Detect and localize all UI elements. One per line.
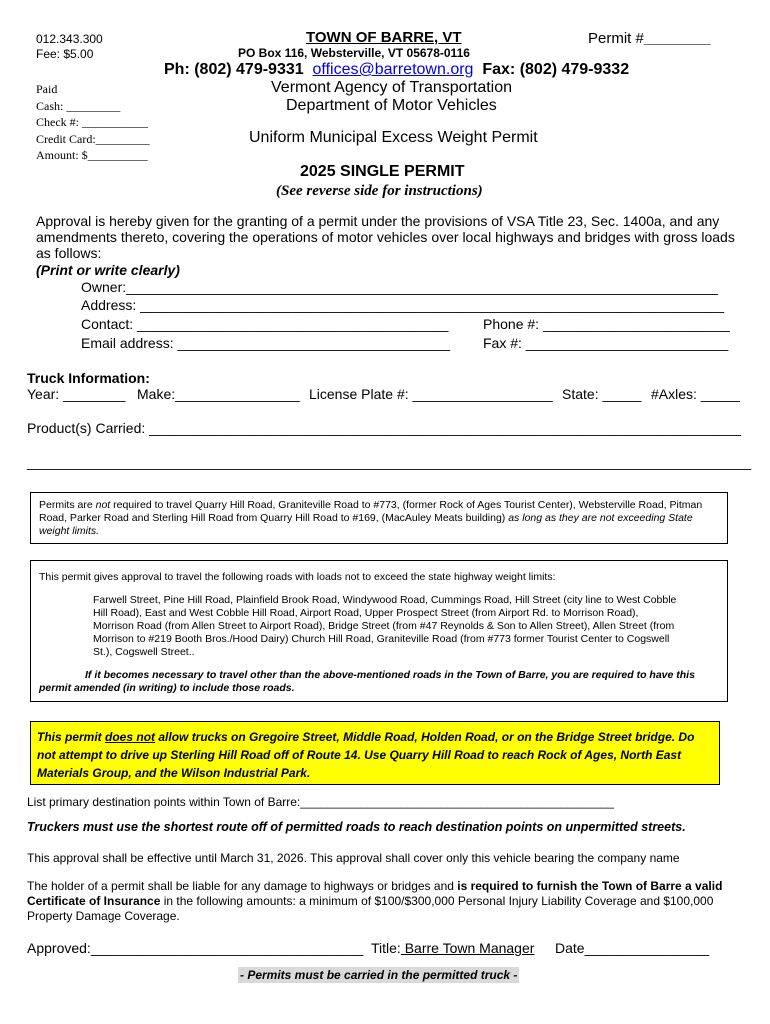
- print-clearly-note: (Print or write clearly): [36, 262, 180, 278]
- approved-roads-list: Farwell Street, Pine Hill Road, Plainfield Brook Road, Windywood Road, Cummings Road, Hill Street (city line to West Cobble Hill Road), East and West Cobble Hill Road, Airport Road, Upper Prospect Street (from Airport Rd. to Morrison Road), Morrison Road (from Allen Street to Airport Road), Bridge Street (from #47 Reynolds & Son to Allen Street), Allen Street (from Morrison to #219 Booth Bros./Hood Dairy) Church Hill Road, Graniteville Road (from #773 former Tourist Center to Cogswell St.), Cogswell Street..: [93, 594, 677, 658]
- cash-field[interactable]: Cash: _________: [36, 99, 121, 113]
- title-label: Title:: [371, 940, 401, 956]
- exemption-text-b: required to travel Quarry Hill Road, Graniteville Road to #773, (former Rock of Ages Tourist Center), Websterville Road, Pitman Road, Parker Road and Sterling Hill Road from Quarry Hill Road to #169, (MacAuley Meats building): [39, 499, 703, 524]
- exemption-text: [39, 499, 719, 538]
- products-field[interactable]: Product(s) Carried: ____________________________________________________________________________: [27, 420, 741, 436]
- form-code: 012.343.300: [36, 32, 103, 46]
- paid-label: Paid: [36, 82, 58, 96]
- restricted-roads-box: [30, 721, 720, 785]
- check-field[interactable]: Check #: ___________: [36, 115, 148, 129]
- owner-field[interactable]: Owner:____________________________________________________________________________: [81, 279, 718, 295]
- email-link[interactable]: offices@barretown.org: [312, 61, 474, 78]
- year-field[interactable]: Year: ________: [27, 386, 126, 402]
- approved-signature-field[interactable]: Approved:___________________________________: [27, 940, 364, 956]
- approval-paragraph: Approval is hereby given for the granting of a permit under the provisions of VSA Title 23, Sec. 1400a, and any amendments thereto, covering the operations of motor vehicles over local highways and bridges with gross loads as follows:: [36, 213, 735, 261]
- credit-card-field[interactable]: Credit Card:_________: [36, 132, 150, 146]
- permit-number-blank[interactable]: ________: [643, 30, 711, 47]
- email-address-field[interactable]: Email address: ___________________________________: [81, 335, 450, 351]
- approved-roads-box: [30, 560, 728, 702]
- effective-date-note: This approval shall be effective until March 31, 2026. This approval shall cover only this vehicle bearing the company name: [27, 851, 680, 865]
- phone-number: Ph: (802) 479-9331: [164, 61, 304, 78]
- instructions-note: (See reverse side for instructions): [276, 183, 483, 199]
- permit-exemption-box: [30, 492, 728, 544]
- restricted-does-not: does not: [105, 730, 156, 744]
- destination-field[interactable]: List primary destination points within Town of Barre:_______________________________________________: [27, 795, 614, 809]
- date-field[interactable]: Date________________: [555, 940, 710, 956]
- phone-line: [164, 61, 629, 79]
- approved-roads-intro: This permit gives approval to travel the following roads with loads not to exceed the state highway weight limits:: [39, 571, 556, 583]
- po-box: PO Box 116, Websterville, VT 05678-0116: [238, 46, 470, 60]
- title-value: Barre Town Manager: [400, 940, 535, 956]
- state-field[interactable]: State: _____: [562, 386, 642, 402]
- address-field[interactable]: Address: ___________________________________________________________________________: [81, 297, 725, 313]
- liability-text-c: in the following amounts: a minimum of $100/$300,000 Personal Injury Liability Coverage and $100,000 Property Damage Coverage.: [27, 894, 714, 923]
- exemption-text-a: Permits are: [39, 499, 96, 511]
- shortest-route-note: Truckers must use the shortest route off of permitted roads to reach destination points on unpermitted streets.: [27, 820, 686, 834]
- liability-paragraph: [27, 879, 743, 924]
- restricted-text-a: This permit: [37, 730, 106, 744]
- footer-note: - Permits must be carried in the permitted truck -: [240, 968, 518, 982]
- truck-info-heading: Truck Information:: [27, 370, 150, 386]
- liability-text-b: is required to furnish the Town of Barre a valid Certificate of Insurance: [27, 879, 723, 908]
- products-blank-line[interactable]: _____________________________________________________________________________________________: [27, 454, 752, 470]
- restricted-text-b: allow trucks on Gregoire Street, Middle Road, Holden Road, or on the Bridge Street bridge. Do not attempt to drive up Sterling Hill Road off of Route 14. Use Quarry Hill Road to reach Rock of Ages, North East Materials Group, and the Wilson Industrial Park.: [37, 730, 695, 780]
- restricted-roads-text: [37, 728, 713, 782]
- license-plate-field[interactable]: License Plate #: __________________: [309, 386, 553, 402]
- contact-field[interactable]: Contact: ________________________________________: [81, 316, 449, 332]
- exemption-not: not: [95, 499, 111, 511]
- permit-number-label: [588, 30, 711, 47]
- department-name: Department of Motor Vehicles: [286, 97, 497, 114]
- town-title: TOWN OF BARRE, VT: [306, 29, 462, 46]
- axles-field[interactable]: #Axles: _____: [651, 386, 740, 402]
- agency-name: Vermont Agency of Transportation: [271, 79, 513, 96]
- title-field: [371, 940, 534, 956]
- liability-text-a: The holder of a permit shall be liable for any damage to highways or bridges and: [27, 879, 458, 893]
- permit-label-text: Permit #: [588, 30, 644, 47]
- make-field[interactable]: Make:________________: [137, 386, 300, 402]
- fax-field[interactable]: Fax #: __________________________: [483, 335, 729, 351]
- permit-type: Uniform Municipal Excess Weight Permit: [249, 129, 538, 146]
- exemption-text-c: as long as they are not exceeding State weight limits.: [39, 512, 693, 537]
- phone-field[interactable]: Phone #: ________________________: [483, 316, 730, 332]
- single-permit-title: 2025 SINGLE PERMIT: [300, 163, 465, 180]
- fee-label: Fee: $5.00: [36, 47, 94, 61]
- fax-number: Fax: (802) 479-9332: [482, 61, 630, 78]
- amount-field[interactable]: Amount: $__________: [36, 148, 148, 162]
- amendment-warning: If it becomes necessary to travel other than the above-mentioned roads in the Town of Barre, you are required to have this permit amended (in writing) to include those roads.: [39, 669, 695, 694]
